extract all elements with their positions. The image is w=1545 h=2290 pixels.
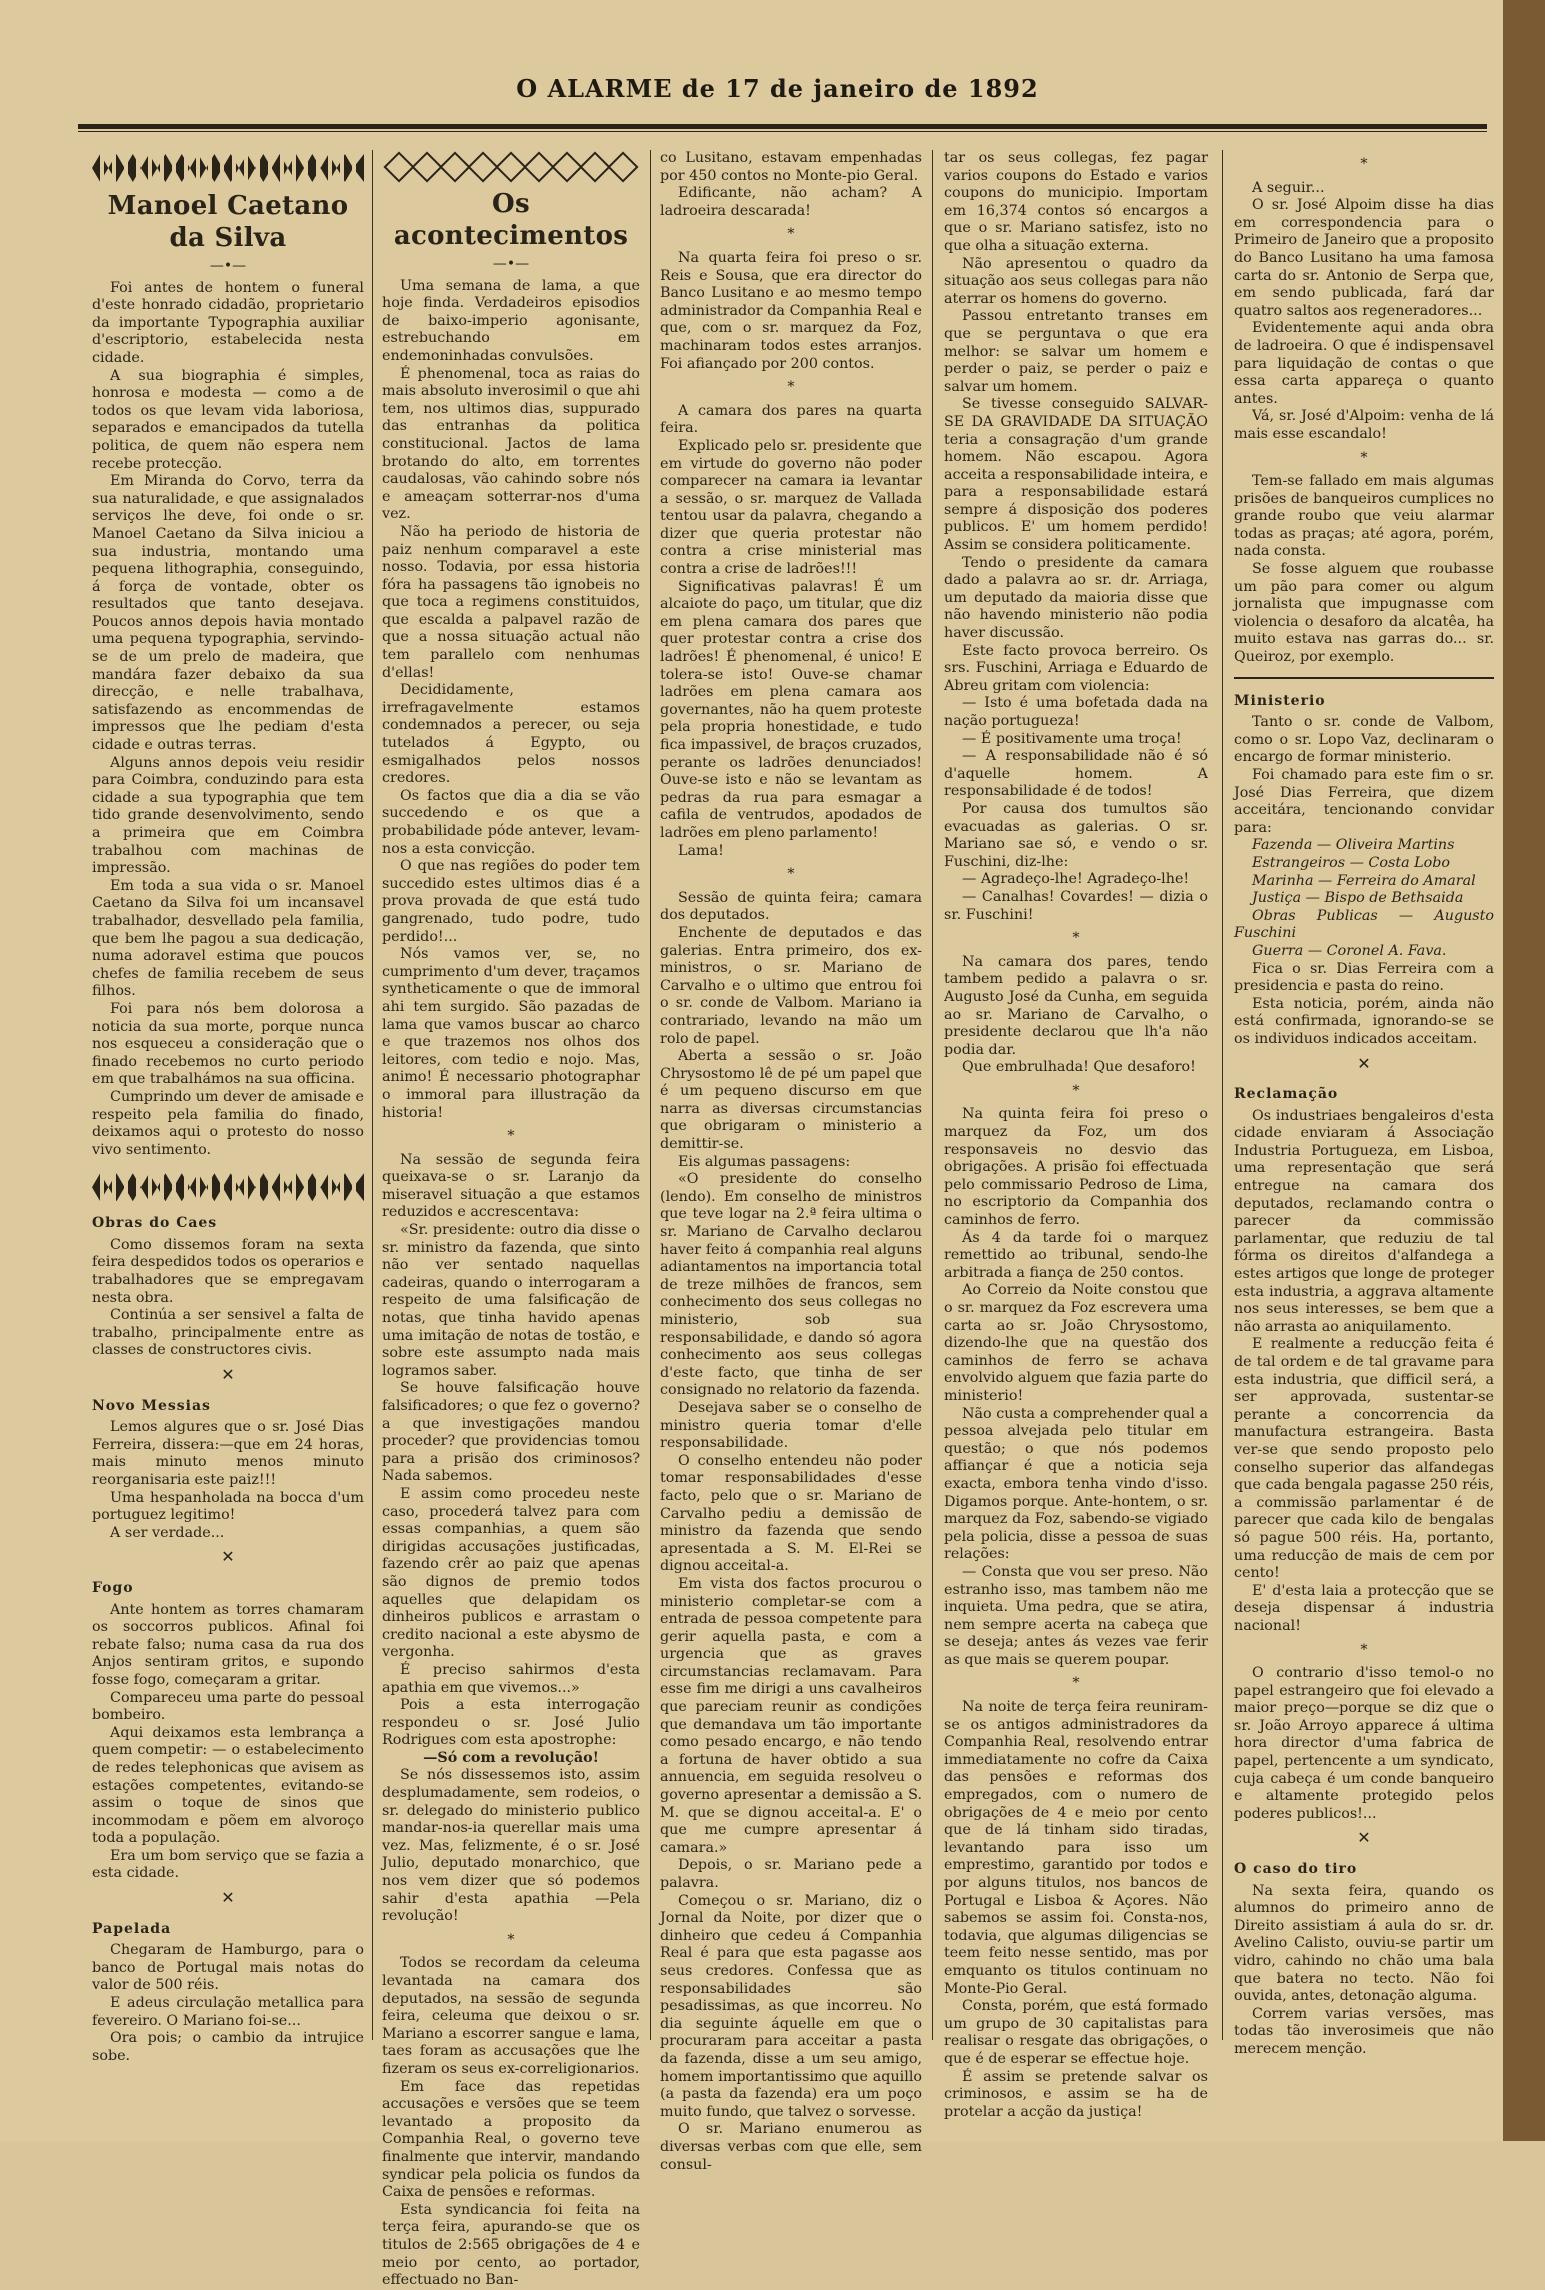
article-paragraph: Ás 4 da tarde foi o marquez remettido ao tribunal, sendo-lhe arbitrada a fiança de 250 contos. (944, 1229, 1208, 1281)
separator-cross: ✕ (1357, 1053, 1371, 1073)
page-binding-edge (1503, 0, 1545, 2141)
article-paragraph: Foi antes de hontem o funeral d'este honrado cidadão, proprietario da importante Typographia auxiliar d'escriptorio, estabelecida nesta cidade. (92, 279, 364, 366)
article-paragraph: Sessão de quinta feira; camara dos deputados. (660, 889, 922, 924)
title-separator: —•— (492, 256, 530, 272)
article-paragraph: E realmente a reducção feita é de tal ordem e de tal gravame para esta industria, que difficil será, a ser approvada, sustentar-se perante a concorrencia da manufactura estrangeira. Basta ver-se que sendo proposto pelo conselho superior das alfandegas que cada bengala pagasse 250 réis, a commissão parlamentar é de parecer que cada kilo de bengalas só pague 500 réis. Ha, portanto, uma reducção de mais de cem por cento! (1234, 1336, 1494, 1582)
article-paragraph: — Canalhas! Covardes! — dizia o sr. Fuschini! (944, 888, 1208, 923)
section-heading: Obras do Caes (92, 1215, 218, 1232)
ornament-diamonds (382, 154, 640, 180)
article-paragraph: Os industriaes bengaleiros d'esta cidade enviaram á Associação Industria Portugueza, em Lisboa, uma representação que será entregue na camara dos deputados, reclamando contra o parecer da commissão parlamentar, que reduziu de tal fórma os direitos d'alfandega a estes artigos que longe de proteger esta industria, a aggrava altamente nos seus interesses, se bem que a não arrasta ao aniquilamento. (1234, 1107, 1494, 1335)
article-paragraph: A seguir... (1252, 179, 1325, 196)
article-paragraph: Vá, sr. José d'Alpoim: venha de lá mais esse escandalo! (1234, 408, 1494, 442)
article-paragraph: Aberta a sessão o sr. João Chrysostomo lê de pé um papel que é um pequeno discurso em que narra as diversas circumstancias que obrigaram o ministerio a demittir-se. (660, 1048, 922, 1153)
article-paragraph: — Consta que vou ser preso. Não estranho isso, mas tambem não me inquieta. Uma pedra, que se atira, nem sempre acerta na cabeça que se deseja; antes ás vezes vae ferir as que mais se querem poupar. (944, 1563, 1208, 1668)
separator-star: * (1072, 930, 1080, 947)
article-paragraph: O que nas regiões do poder tem succedido estes ultimos dias é a prova provada de que está tudo gangrenado, tudo podre, tudo perdido!... (382, 858, 640, 945)
article-paragraph: Se nós dissessemos isto, assim desplumadamente, sem rodeios, o sr. delegado do ministerio publico mandar-nos-ia querellar mais uma vez. Mas, felizmente, é o sr. José Julio, deputado monarchico, que nos vem dizer que só podemos sahir d'esta apathia —Pela revolução! (382, 1767, 640, 1925)
article-paragraph: Esta syndicancia foi feita na terça feira, apurando-se que os titulos de 2:565 obrigações de 4 e meio por cento, ao portador, effectuado no Ban- (382, 2201, 640, 2289)
article-paragraph: Em Miranda do Corvo, terra da sua naturalidade, e que assignalados serviços lhe deve, foi onde o sr. Manoel Caetano da Silva iniciou a sua industria, montando uma pequena lithographia, conseguindo, á força de vontade, obter os resultados que tanto desejava. Poucos annos depois havia montado uma pequena typographia, servindo-se de um prelo de madeira, que mandára fazer debaixo da sua direcção, e nelle trabalhava, satisfazendo as encommendas de impressos que lhe pediam d'esta cidade e outras terras. (92, 473, 364, 754)
article-paragraph: O conselho entendeu não poder tomar responsabilidades d'esse facto, pelo que o sr. Mariano de Carvalho pediu a demissão de ministro da fazenda que sendo apresentada a S. M. El-Rei se dignou acceital-a. (660, 1452, 922, 1575)
article-paragraph: Significativas palavras! É um alcaiote do paço, um titular, que diz em plena camara dos pares que quer protestar contra a crise dos ladrões! É phenomenal, é unico! E tolera-se isto! Ouve-se chamar ladrões em plena camara aos governantes, não ha quem proteste pela propria honestidade, e tudo fica impassivel, de braços cruzados, perante os ladrões denunciados! Ouve-se isto e não se levantam as pedras da rua para esmagar a cafila de ventrudos, apodados de ladrões em pleno parlamento! (660, 578, 922, 841)
article-paragraph: «O presidente do conselho (lendo). Em conselho de ministros que teve logar na 2.ª feira ultima o sr. Mariano de Carvalho declarou haver feito á companhia real alguns adiantamentos na importancia total de treze milhões de francos, sem conhecimento dos seus collegas no ministerio, sob sua responsabilidade, e dando só agora conhecimento aos seus collegas d'este facto, que tinha de ser consignado no relatorio da fazenda. (660, 1171, 922, 1399)
article-paragraph: É assim se pretende salvar os criminosos, e assim se ha de protelar a acção da justiça! (944, 2068, 1208, 2120)
article-paragraph: Correm varias versões, mas todas tão inverosimeis que não merecem menção. (1234, 2005, 1494, 2057)
article-paragraph: «Sr. presidente: outro dia disse o sr. ministro da fazenda, que sinto não ver sentado naquellas cadeiras, quando o interrogaram a respeito de uma falsificação de notas, que tinha havido apenas uma imitação de notas de tostão, e sobre este assumpto nada mais logramos saber. (382, 1222, 640, 1379)
section-heading: Novo Messias (92, 1397, 211, 1414)
article-paragraph: E assim como procedeu neste caso, procederá talvez para com essas companhias, a quem são dirigidas accusações justificadas, fazendo crêr ao paiz que apenas são dignos de premio todos aquelles que delapidam os dinheiros publicos e arrastam o credito nacional a este abysmo de vergonha. (382, 1485, 640, 1661)
article-paragraph: Por causa dos tumultos são evacuadas as galerias. O sr. Mariano sae só, e vendo o sr. Fuschini, diz-lhe: (944, 800, 1208, 870)
article-paragraph: Não ha periodo de historia de paiz nenhum comparavel a este nosso. Todavia, por essa historia fóra ha passagens tão ignobeis no que toca a regimens constituidos, que escalda a palpavel razão de que a nossa situação actual não tem parallelo com nenhumas d'ellas! (382, 523, 640, 681)
article-paragraph: A camara dos pares na quarta feira. (660, 402, 922, 437)
column-2 (382, 150, 640, 2289)
article-paragraph: É phenomenal, toca as raias do mais absoluto inverosimil o que ahi tem, nos ultimos dias, suppurado das entranhas da politica constitucional. Jactos de lama brotando do alto, em torrentes caudalosas, vão cahindo sobre nós e ameaçam sotterrar-nos d'uma vez. (382, 365, 640, 523)
minister-entry: Fazenda — Oliveira Martins (1252, 837, 1455, 854)
article-paragraph: Decididamente, irrefragavelmente estamos condemnados a perecer, ou seja tutelados á Egypto, ou esmigalhados pelos nossos credores. (382, 682, 640, 787)
column-divider (650, 150, 651, 2040)
separator-star: * (1360, 156, 1368, 172)
article-paragraph: Se houve falsificação houve falsificadores; o que fez o governo? a que investigações mandou proceder? que providencias tomou para a prisão dos criminosos? Nada sabemos. (382, 1380, 640, 1485)
separator-star: * (1360, 1641, 1368, 1658)
masthead-rule-thin (78, 131, 1487, 132)
minister-entry: Estrangeiros — Costa Lobo (1252, 854, 1450, 871)
article-paragraph: Cumprindo um dever de amisade e respeito pela familia do finado, deixamos aqui o protesto do nosso vivo sentimento. (92, 1088, 364, 1158)
article-paragraph: Na noite de terça feira reuniram-se os antigos administradores da Companhia Real, resolvendo entrar immediatamente no cofre da Caixa das pensões e reformas dos empregados, com o numero de obrigações de 4 e meio por cento que de lá tinham sido tiradas, levantando para isso um emprestimo, garantido por todos e por alguns titulos, nos bancos de Portugal e Lisboa & Açores. Não sabemos se assim foi. Consta-nos, todavia, que algumas diligencias se teem feito nesse sentido, mas por emquanto os titulos continuam no Monte-Pio Geral. (944, 1699, 1208, 1997)
article-paragraph: Se fosse alguem que roubasse um pão para comer ou algum jornalista que impugnasse com violencia o desaforo da alcatêa, ha muito estava nas garras do... sr. Queiroz, por exemplo. (1234, 561, 1494, 666)
article-paragraph: Se tivesse conseguido SALVAR-SE DA GRAVIDADE DA SITUAÇÃO teria a consagração d'um grande homem. Não escapou. Agora acceita a responsabilidade inteira, e para a responsabilidade estará sempre á disposição dos poderes publicos. E' um homem perdido! Assim se considera politicamente. (944, 396, 1208, 554)
article-paragraph: — Agradeço-lhe! Agradeço-lhe! (962, 871, 1190, 888)
section-heading: Papelada (92, 1920, 172, 1937)
section-heading: Fogo (92, 1579, 134, 1596)
separator-star: * (787, 379, 795, 396)
article-paragraph: Fica o sr. Dias Ferreira com a presidencia e pasta do reino. (1234, 960, 1494, 995)
article-paragraph: Chegaram de Hamburgo, para o banco de Portugal mais notas do valor de 500 réis. (92, 1942, 364, 1994)
article-paragraph: — A responsabilidade não é só d'aquelle homem. A responsabilidade é de todos! (944, 748, 1208, 800)
masthead (70, 74, 1485, 122)
masthead-title: O ALARME de 17 de janeiro de 1892 (516, 74, 1039, 103)
article-paragraph: Passou entretanto transes em que se perguntava o que era melhor: se salvar um homem e perder o paiz, se perder o paiz e salvar um homem. (944, 308, 1208, 395)
article-paragraph: Tem-se fallado em mais algumas prisões de banqueiros cumplices no grande roubo que veiu alarmar todas as praças; até agora, porém, nada consta. (1234, 473, 1494, 560)
article-paragraph: A ser verdade... (110, 1524, 225, 1541)
article-paragraph: O sr. Mariano enumerou as diversas verbas com que elle, sem consul- (660, 2121, 922, 2173)
article-paragraph: Alguns annos depois veiu residir para Coimbra, conduzindo para esta cidade a sua typographia que tem tido grande desenvolvimento, sendo a primeira que em Coimbra trabalhou com machinas de impressão. (92, 754, 364, 877)
article-paragraph: Desejava saber se o conselho de ministro queria tomar d'elle responsabilidade. (660, 1399, 922, 1452)
article-paragraph: Não custa a comprehender qual a pessoa alvejada pelo titular em questão; o que nós podemos affiançar é que a noticia seja exacta, embora tenha vindo d'isso. Digamos porque. Ante-hontem, o sr. marquez da Foz, sabendo-se vigiado pela policia, disse a pessoa de suas relações: (944, 1405, 1208, 1563)
article-paragraph: Todos se recordam da celeuma levantada na camara dos deputados, na sessão de segunda feira, celeuma que deixou o sr. Mariano a escorrer sangue e lama, taes foram as accusações que lhe fizeram os seus ex-correligionarios. (382, 1955, 640, 2077)
article-paragraph: Na sexta feira, quando os alumnos do primeiro anno de Direito assistiam á aula do sr. dr. Avelino Calisto, ouviu-se partir um vidro, cahindo no chão uma bala que batera no tecto. Não foi ouvida, antes, detonação alguma. (1234, 1882, 1494, 2005)
article-paragraph: Compareceu uma parte do pessoal bombeiro. (92, 1689, 364, 1724)
article-paragraph: Não apresentou o quadro da situação aos seus collegas para não aterrar os homens do governo. (944, 255, 1208, 307)
article-paragraph: Tendo o presidente da camara dado a palavra ao sr. dr. Arriaga, um deputado da maioria disse que não havendo ministerio não podia haver discussão. (944, 554, 1208, 642)
column-divider (372, 150, 373, 2040)
article-paragraph: Foi para nós bem dolorosa a noticia da sua morte, porque nunca nos esqueceu a consideração que o finado recebemos no curto periodo em que trabalhámos na sua officina. (92, 1000, 364, 1088)
article-paragraph: E adeus circulação metallica para fevereiro. O Mariano foi-se... (92, 1995, 364, 2029)
minister-entry: Obras Publicas — Augusto Fuschini (1234, 907, 1494, 942)
article-paragraph: Em toda a sua vida o sr. Manoel Caetano da Silva foi um incansavel trabalhador, desvellado pela familia, que bem lhe pagou a sua dedicação, numa adoravel estima que poucos chefes de familia recebem de seus filhos. (92, 877, 364, 1000)
ornament-border (92, 154, 364, 182)
masthead-rule (78, 124, 1487, 129)
column-divider (1222, 150, 1223, 2040)
article-paragraph: Continúa a ser sensivel a falta de trabalho, principalmente entre as classes de constructores civis. (92, 1307, 364, 1359)
article-paragraph: Enchente de deputados e das galerias. Entra primeiro, dos ex-ministros, o sr. Mariano de Carvalho e o ultimo que entrou foi o sr. conde de Valbom. Mariano ia contrariado, levando na mão um rolo de papel. (660, 924, 922, 1047)
column-divider (932, 150, 933, 2040)
article-paragraph: Na camara dos pares, tendo tambem pedido a palavra o sr. Augusto José da Cunha, em seguida ao sr. Mariano de Carvalho, o presidente declarou que lh'a não podia dar. (944, 953, 1208, 1058)
article-paragraph: Consta, porém, que está formado um grupo de 30 capitalistas para realisar o resgate das obrigações, o que é de esperar se effectue hoje. (944, 1998, 1208, 2067)
article-paragraph: Edificante, não acham? A ladroeira descarada! (660, 185, 922, 219)
separator-star: * (787, 866, 795, 883)
article-paragraph: Em vista dos factos procurou o ministerio completar-se com a entrada de pessoa competente para gerir aquella pasta, e com a urgencia que as graves circumstancias reclamavam. Para esse fim me dirigi a uns cavalheiros que pareciam reunir as condições que demandava um tão importante como pesado encargo, e não tendo a fortuna de haver obtido a sua annuencia, em seguida resolveu o governo apresentar a demissão a S. M. que se dignou acceital-a. E' o que me cumpre apresentar á camara.» (660, 1575, 922, 1856)
article-paragraph: Nós vamos ver, se, no cumprimento d'um dever, traçamos syntheticamente o que de immoral ahi tem surgido. São pazadas de lama que vamos buscar ao charco e que trazemos nos olhos dos leitores, com tedio e nojo. Mas, animo! É necessario photographar o immoral para illustração da historia! (382, 946, 640, 1121)
section-heading: O caso do tiro (1234, 1861, 1358, 1878)
section-rule (1234, 677, 1494, 679)
separator-star: * (507, 1931, 515, 1948)
section-heading: Reclamação (1234, 1086, 1339, 1103)
article-paragraph: É preciso sahirmos d'esta apathia em que vivemos...» (382, 1661, 640, 1696)
article-paragraph: co Lusitano, estavam empenhadas por 450 contos no Monte-pio Geral. (660, 150, 922, 184)
article-paragraph: Começou o sr. Mariano, diz o Jornal da Noite, por dizer que o dinheiro que cedeu á Companhia Real é para que esta pagasse aos seus credores. Confessa que as responsabilidades são pesadissimas, as que incorreu. No dia seguinte áquelle em que o procuraram para acceitar a pasta da fazenda, disse a um seu amigo, homem importantissimo que aquillo (a pasta da fazenda) era um poço muito fundo, que talvez o sorvesse. (660, 1892, 922, 2120)
article-title: Manoel Caetano da Silva (107, 191, 349, 253)
article-paragraph: Este facto provoca berreiro. Os srs. Fuschini, Arriaga e Eduardo de Abreu gritam com violencia: (944, 642, 1208, 694)
article-paragraph: Foi chamado para este fim o sr. José Dias Ferreira, que dizem acceitára, tencionando convidar para: (1234, 767, 1494, 836)
article-paragraph: —Só com a revolução! (423, 1749, 599, 1766)
article-paragraph: Ante hontem as torres chamaram os soccorros publicos. Afinal foi rebate falso; numa casa da rua dos Anjos sentiram gritos, e supondo fosse fogo, começaram a gritar. (92, 1601, 364, 1688)
article-paragraph: Lama! (678, 842, 724, 859)
separator-cross: ✕ (221, 1888, 235, 1908)
separator-star: * (1360, 449, 1368, 466)
article-paragraph: Era um bom serviço que se fazia a esta cidade. (92, 1847, 364, 1882)
article-paragraph: Ao Correio da Noite constou que o sr. marquez da Foz escrevera uma carta ao sr. João Chrysostomo, dizendo-lhe que na questão dos caminhos de ferro se achava envolvido alguem que fazia parte do ministerio! (944, 1282, 1208, 1404)
article-paragraph: Lemos algures que o sr. José Dias Ferreira, dissera:—que em 24 horas, mais minuto menos minuto reorganisaria este paiz!!! (92, 1419, 364, 1488)
article-paragraph: — É positivamente uma troça! (962, 730, 1182, 747)
article-paragraph: — Isto é uma bofetada dada na nação portugueza! (944, 695, 1208, 729)
article-paragraph: Que embrulhada! Que desaforo! (962, 1059, 1196, 1076)
separator-star: * (1072, 1675, 1080, 1692)
separator-cross: ✕ (1357, 1828, 1371, 1848)
article-paragraph: Explicado pelo sr. presidente que em virtude do governo não poder comparecer na camara ia levantar a sessão, o sr. marquez de Vallada tentou usar da palavra, chegando a dizer que queria protestar não contra a crise ministerial mas contra a crise de ladrões!!! (660, 437, 922, 578)
title-separator: —•— (209, 258, 247, 274)
article-paragraph: O sr. José Alpoim disse ha dias em correspondencia para o Primeiro de Janeiro que a proposito do Banco Lusitano ha uma famosa carta do sr. Antonio de Serpa que, em sendo publicada, fará dar quatro saltos aos regeneradores... (1234, 197, 1494, 319)
article-paragraph: Eis algumas passagens: (678, 1153, 851, 1170)
article-paragraph: Como dissemos foram na sexta feira despedidos todos os operarios e trabalhadores que se empregavam nesta obra. (92, 1236, 364, 1306)
separator-cross: ✕ (221, 1547, 235, 1567)
separator-cross: ✕ (221, 1365, 235, 1385)
article-paragraph: O contrario d'isso temol-o no papel estrangeiro que foi elevado a maior preço—porque se diz que o sr. João Arroyo apparece á ultima hora director d'uma fabrica de papel, pertencente a um syndicato, cuja cabeça é um conde banqueiro e altamente protegido pelos poderes publicos!... (1234, 1665, 1494, 1822)
article-paragraph: Na sessão de segunda feira queixava-se o sr. Laranjo da miseravel situação a que estamos reduzidos e accrescentava: (382, 1151, 640, 1221)
column-3 (660, 150, 922, 2173)
separator-star: * (1072, 1082, 1080, 1099)
column-5 (1234, 150, 1494, 2120)
column-1 (92, 150, 364, 2120)
separator-star: * (507, 1128, 515, 1145)
minister-entry: Justiça — Bispo de Bethsaida (1252, 890, 1464, 907)
article-paragraph: A sua biographia é simples, honrosa e modesta — como a de todos os que levam vida laboriosa, separados e emancipados da tutella politica, de quem não espera nem recebe protecção. (92, 367, 364, 472)
section-heading: Ministerio (1234, 692, 1326, 709)
article-paragraph: E' d'esta laia a protecção que se deseja dispensar á industria nacional! (1234, 1582, 1494, 1634)
article-paragraph: Depois, o sr. Mariano pede a palavra. (660, 1857, 922, 1891)
column-4 (944, 150, 1208, 2120)
article-paragraph: Em face das repetidas accusações e versões que se teem levantado a proposito da Companhia Real, o governo teve finalmente que intervir, mandando syndicar pela policia os fundos da Caixa de pensões e reformas. (382, 2078, 640, 2201)
article-title: Os acontecimentos (393, 189, 629, 251)
article-paragraph: Os factos que dia a dia se vão succedendo e os que a probabilidade póde antever, levam-nos a esta convicção. (382, 787, 640, 857)
article-paragraph: Esta noticia, porém, ainda não está confirmada, ignorando-se se os individuos indicados acceitam. (1234, 995, 1494, 1047)
article-paragraph: Ora pois; o cambio da intrujice sobe. (92, 2030, 364, 2064)
article-paragraph: Evidentemente aqui anda obra de ladroeira. O que é indispensavel para liquidação de contas o que essa carta appareça o quanto antes. (1234, 320, 1494, 407)
article-paragraph: tar os seus collegas, fez pagar varios coupons do Estado e varios coupons do municipio. Importam em 16,374 contos só encargos a que o sr. Mariano satisfez, isto no que olha a situação externa. (944, 150, 1208, 254)
article-paragraph: Uma hespanholada na bocca d'um portuguez legitimo! (92, 1489, 364, 1524)
minister-entry: Guerra — Coronel A. Fava. (1252, 942, 1447, 959)
minister-entry: Marinha — Ferreira do Amaral (1252, 872, 1476, 889)
separator-star: * (787, 226, 795, 243)
ornament-border (92, 1173, 364, 1201)
article-paragraph: Pois a esta interrogação respondeu o sr. José Julio Rodrigues com esta apostrophe: (382, 1697, 640, 1749)
article-paragraph: Uma semana de lama, a que hoje finda. Verdadeiros episodios de baixo-imperio agonisante, estrebuchando em endemoninhadas convulsões. (382, 277, 640, 364)
article-paragraph: Na quarta feira foi preso o sr. Reis e Sousa, que era director do Banco Lusitano e ao mesmo tempo administrador da Companhia Real e que, com o sr. marquez da Foz, machinaram todos estes arranjos. Foi afiançado por 200 contos. (660, 249, 922, 372)
article-paragraph: Aqui deixamos esta lembrança a quem competir: — o estabelecimento de redes telephonicas que avisem as estações competentes, evitando-se assim o toque de sinos que incommodam e põem em alvoroço toda a população. (92, 1724, 364, 1847)
article-paragraph: Tanto o sr. conde de Valbom, como o sr. Lopo Vaz, declinaram o encargo de formar ministerio. (1234, 714, 1494, 766)
article-paragraph: Na quinta feira foi preso o marquez da Foz, um dos responsaveis no desvio das obrigações. A prisão foi effectuada pelo commissario Pedroso de Lima, no escriptorio da Companhia dos caminhos de ferro. (944, 1106, 1208, 1229)
